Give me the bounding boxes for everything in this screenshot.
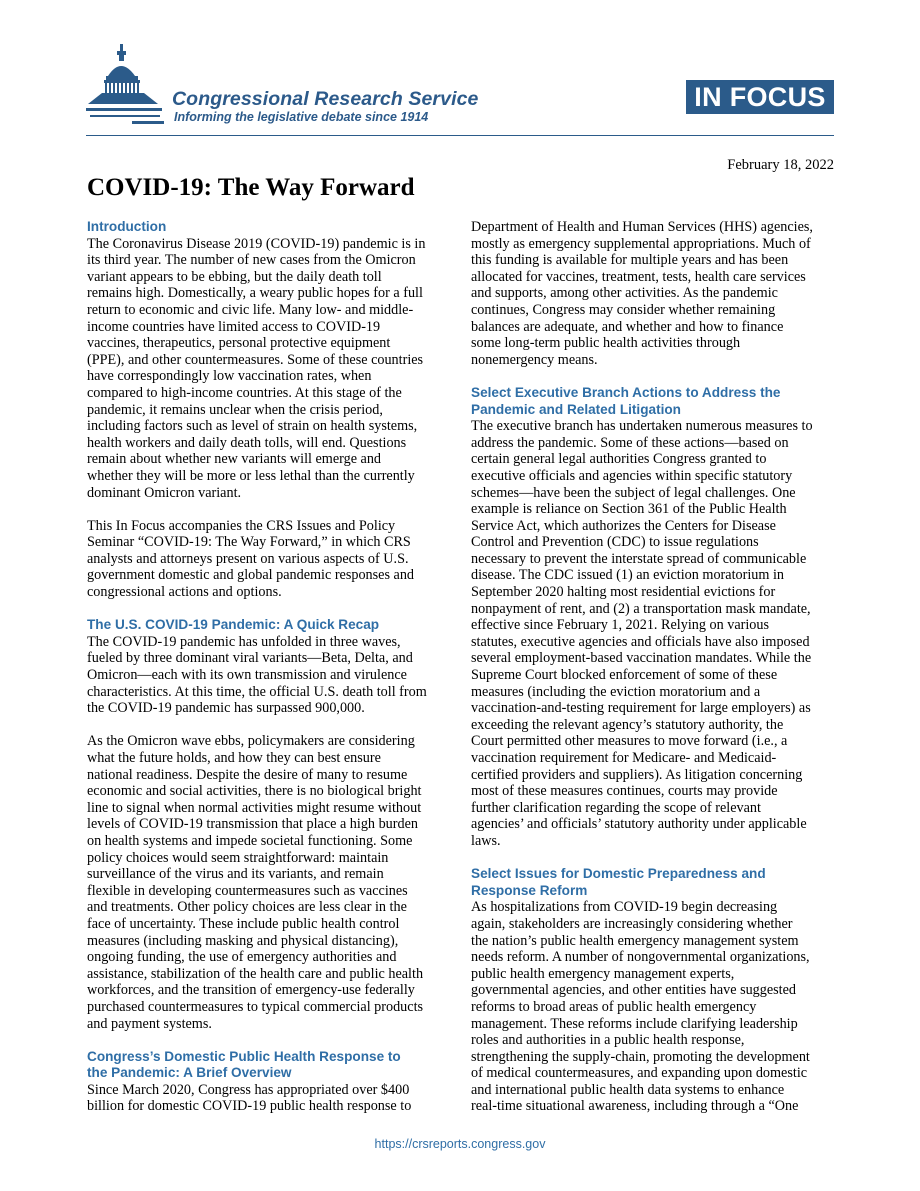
text-line: assistance, stabilization of the health care and public health	[87, 965, 424, 982]
text-line: workforces, and the transition of emergency-use federally	[87, 982, 415, 999]
text-line: address the pandemic. Some of these actions—based on	[471, 434, 789, 451]
text-line: have correspondingly low vaccination rates, when	[87, 368, 372, 385]
text-line: September 2020 halting most residential evictions for	[471, 584, 776, 601]
section-heading-preparedness-reform	[471, 866, 833, 899]
text-line: Since March 2020, Congress has appropriated over $400	[87, 1081, 410, 1098]
text-line: further clarification regarding the scope of relevant	[471, 799, 761, 816]
text-line: Supreme Court blocked enforcement of some of these	[471, 667, 778, 684]
text-line: line to signal when normal activities might resume without	[87, 799, 422, 816]
text-line: some long-term public health activities through	[471, 335, 741, 352]
text-line: characteristics. At this time, the official U.S. death toll from	[87, 683, 427, 700]
paragraph-executive-actions	[471, 418, 833, 849]
text-line: nonpayment of rent, and (2) a transportation mask mandate,	[471, 600, 811, 617]
text-line: face of uncertainty. These include public health control	[87, 915, 400, 932]
text-line: policy choices would seem straightforward: maintain	[87, 849, 389, 866]
text-line: needs reform. A number of nongovernmental organizations,	[471, 949, 810, 966]
text-line: congressional actions and options.	[87, 584, 282, 601]
text-line: (PPE), and other countermeasures. Some of these countries	[87, 351, 424, 368]
text-line: the Pandemic: A Brief Overview	[87, 1065, 292, 1081]
text-line: what the future holds, and how they can best ensure	[87, 750, 381, 766]
text-line: economic and social activities, there is no biological bright	[87, 783, 422, 800]
text-line: vaccines, therapeutics, personal protective equipment	[87, 335, 391, 352]
text-line: including factors such as level of strain on health systems,	[87, 418, 418, 435]
text-line: several employment-based vaccination mandates. While the	[471, 650, 812, 667]
text-line: and treatments. Other policy choices are less clear in the	[87, 899, 407, 916]
text-line: measures (including masking and physical distancing),	[87, 932, 399, 949]
text-line: management. These reforms include clarifying leadership	[471, 1015, 798, 1032]
text-line: Court permitted other measures to move forward (i.e., a	[471, 733, 788, 750]
org-tagline: Informing the legislative debate since 1914	[174, 110, 429, 124]
footer-url-link[interactable]: https://crsreports.congress.gov	[374, 1137, 546, 1151]
section-heading-recap: The U.S. COVID-19 Pandemic: A Quick Recap	[87, 617, 380, 633]
text-line: its third year. The number of new cases from the Omicron	[87, 252, 416, 269]
text-line: mostly as emergency supplemental appropriations. Much of	[471, 235, 811, 252]
paragraph-hhs-funding	[471, 219, 833, 368]
section-heading-introduction: Introduction	[87, 219, 167, 234]
text-line: allocated for vaccines, treatment, tests, health care services	[471, 268, 806, 285]
text-line: nonemergency means.	[471, 351, 598, 368]
text-line: The Coronavirus Disease 2019 (COVID-19) pandemic is in	[87, 235, 426, 252]
paragraph-preparedness-reform	[471, 899, 833, 1115]
text-line: levels of COVID-19 transmission that place a high burden	[87, 816, 418, 833]
header-divider	[86, 135, 834, 136]
org-name: Congressional Research Service	[172, 88, 479, 110]
text-line: surveillance of the virus and its variants, and remain	[87, 866, 384, 883]
text-line: flexible in developing countermeasures such as vaccines	[87, 882, 408, 899]
text-line: ongoing funding, the use of emergency authorities and	[87, 949, 397, 966]
text-line: return to economic and civic life. Many low- and middle-	[87, 301, 414, 318]
text-line: billion for domestic COVID-19 public health response to	[87, 1098, 412, 1115]
text-line: fueled by three dominant viral variants—Beta, Delta, and	[87, 650, 413, 667]
text-line: public health emergency management experts,	[471, 965, 735, 982]
text-line: Congress’s Domestic Public Health Response to	[87, 1048, 401, 1064]
text-line: reforms to broad areas of public health emergency	[471, 998, 757, 1015]
text-line: and international public health data systems to enhance	[471, 1081, 785, 1098]
text-line: most of these measures continues, courts may provide	[471, 783, 778, 800]
text-line: and supports, among other activities. As the pandemic	[471, 285, 778, 302]
in-focus-badge: IN FOCUS	[686, 80, 834, 114]
section-heading-executive-actions	[471, 385, 833, 418]
capitol-dome-logo-icon	[86, 42, 166, 128]
text-line: real-time situational awareness, including through a “One	[471, 1098, 799, 1115]
text-line: Pandemic and Related Litigation	[471, 401, 681, 417]
text-line: government domestic and global pandemic responses and	[87, 567, 415, 584]
text-line: on health systems and impede societal functioning. Some	[87, 832, 413, 849]
text-line: health workers and daily death tolls, will end. Questions	[87, 434, 407, 451]
text-line: vaccination requirement for Medicare- and Medicaid-	[471, 750, 777, 766]
text-line: remain about whether new variants will emerge and	[87, 451, 382, 468]
text-line: purchased countermeasures to typical commercial products	[87, 998, 424, 1015]
text-line: this funding is available for multiple years and has been	[471, 252, 789, 269]
text-line: variant appears to be ebbing, but the daily death toll	[87, 268, 382, 285]
paragraph-seminar	[87, 518, 448, 601]
text-line: disease. The CDC issued (1) an eviction moratorium in	[471, 567, 784, 584]
text-line: measures (including the eviction moratorium and a	[471, 683, 761, 700]
text-line: Omicron—each with its own transmission and virulence	[87, 667, 407, 684]
text-line: As the Omicron wave ebbs, policymakers are considering	[87, 733, 415, 750]
text-line: the nation’s public health emergency management system	[471, 932, 799, 949]
text-line: effective since February 1, 2021. Relying on various	[471, 617, 769, 634]
text-line: remains high. Domestically, a weary public hopes for a full	[87, 285, 423, 302]
text-line: Seminar “COVID-19: The Way Forward,” in which CRS	[87, 534, 411, 551]
text-line: laws.	[471, 832, 501, 849]
text-line: analysts and attorneys present on various aspects of U.S.	[87, 550, 409, 567]
text-line: The COVID-19 pandemic has unfolded in three waves,	[87, 633, 401, 650]
paragraph-congress-response	[87, 1082, 448, 1115]
text-line: Select Issues for Domestic Preparedness and	[471, 866, 766, 882]
text-line: example is reliance on Section 361 of the Public Health	[471, 501, 787, 518]
text-line: continues, Congress may consider whether remaining	[471, 301, 776, 318]
text-line: dominant Omicron variant.	[87, 484, 242, 501]
text-line: exceeding the relevant agency’s statutory authority, the	[471, 716, 784, 733]
text-line: certified providers and suppliers). As litigation concerning	[471, 766, 803, 783]
text-line: pandemic, it remains unclear when the crisis period,	[87, 401, 383, 418]
text-line: The executive branch has undertaken numerous measures to	[471, 418, 813, 435]
text-line: whether they will be more or less lethal than the currently	[87, 467, 415, 484]
text-line: This In Focus accompanies the CRS Issues and Policy	[87, 517, 396, 534]
text-line: schemes—have been the subject of legal challenges. One	[471, 484, 796, 501]
text-line: roles and authorities in a public health response,	[471, 1032, 745, 1049]
text-line: agencies’ and officials’ statutory authority under applicable	[471, 816, 807, 833]
text-line: Department of Health and Human Services (HHS) agencies,	[471, 219, 813, 235]
right-column	[471, 219, 833, 1115]
text-line: compared to high-income countries. At this stage of the	[87, 384, 402, 401]
text-line: governmental agencies, and other entities have suggested	[471, 982, 797, 999]
page-title: COVID-19: The Way Forward	[87, 174, 415, 201]
paragraph-recap	[87, 634, 448, 717]
text-line: strengthening the supply-chain, promoting the development	[471, 1048, 810, 1065]
text-line: certain general legal authorities Congress granted to	[471, 451, 767, 468]
paragraph-omicron	[87, 733, 448, 1032]
text-line: balances are adequate, and whether and how to finance	[471, 318, 784, 335]
publication-date: February 18, 2022	[727, 157, 834, 173]
text-line: of medical countermeasures, and expanding upon domestic	[471, 1065, 808, 1082]
text-line: executive officials and agencies within specific statutory	[471, 467, 793, 484]
text-line: necessary to prevent the interstate spread of communicable	[471, 550, 807, 567]
text-line: Select Executive Branch Actions to Address the	[471, 384, 781, 400]
text-line: Response Reform	[471, 882, 588, 898]
text-line: national readiness. Despite the desire of many to resume	[87, 766, 408, 783]
text-line: again, stakeholders are increasingly considering whether	[471, 915, 793, 932]
text-line: income countries have limited access to COVID-19	[87, 318, 381, 335]
text-line: statutes, executive agencies and officials have also imposed	[471, 633, 810, 650]
text-line: the COVID-19 pandemic has surpassed 900,000.	[87, 700, 365, 717]
text-line: Service Act, which authorizes the Centers for Disease	[471, 517, 776, 534]
left-column	[87, 219, 448, 1115]
text-line: and payment systems.	[87, 1015, 212, 1032]
section-heading-congress-response	[87, 1049, 448, 1082]
text-line: Control and Prevention (CDC) to issue regulations	[471, 534, 759, 551]
paragraph-introduction	[87, 236, 448, 502]
text-line: vaccination-and-testing requirement for large employers) as	[471, 700, 811, 717]
text-line: As hospitalizations from COVID-19 begin decreasing	[471, 899, 778, 916]
